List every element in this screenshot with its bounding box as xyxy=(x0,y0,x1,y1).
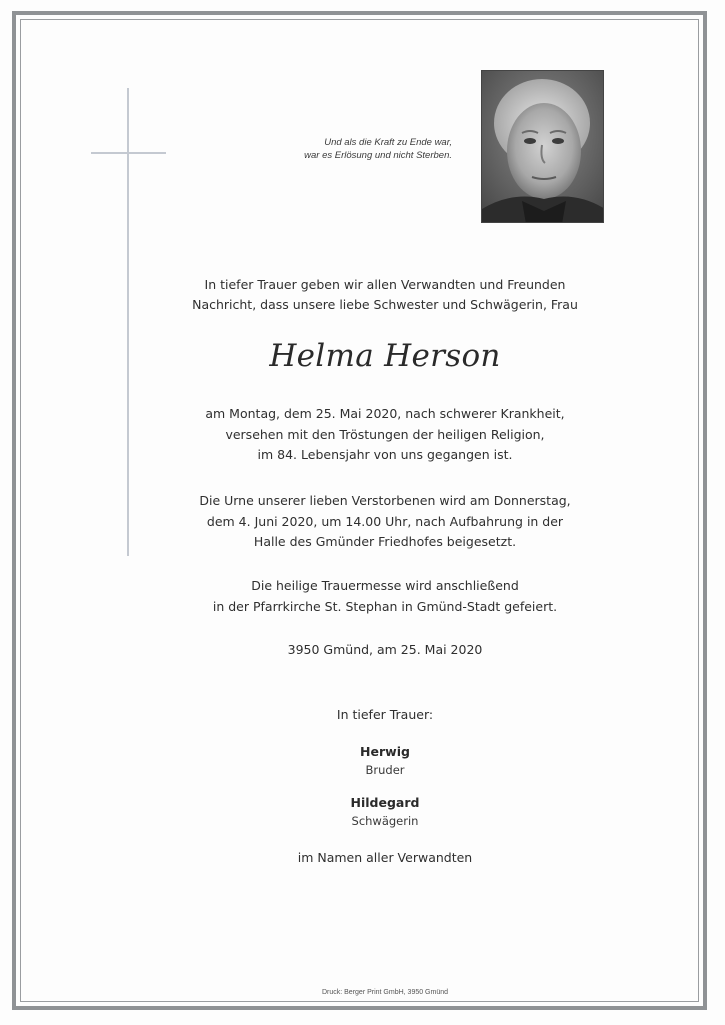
passing-paragraph xyxy=(120,404,650,466)
place-and-date: 3950 Gmünd, am 25. Mai 2020 xyxy=(287,642,483,657)
announcement-intro xyxy=(120,275,650,315)
mass-paragraph xyxy=(120,576,650,617)
relative-role: Bruder xyxy=(365,763,405,777)
relative-name: Herwig xyxy=(360,744,410,759)
mass-line-1: Die heilige Trauermesse wird anschließend xyxy=(251,578,519,593)
memorial-quote xyxy=(260,136,452,162)
burial-line-2: dem 4. Juni 2020, um 14.00 Uhr, nach Aufbahrung in der xyxy=(206,513,564,529)
burial-line-3: Halle des Gmünder Friedhofes beigesetzt. xyxy=(253,534,517,549)
passing-line-3: im 84. Lebensjahr von uns gegangen ist. xyxy=(257,447,513,462)
passing-line-1: am Montag, dem 25. Mai 2020, nach schwerer Krankheit, xyxy=(205,406,565,421)
passing-line-2: versehen mit den Tröstungen der heiligen Religion, xyxy=(225,426,545,442)
cross-icon-bar xyxy=(91,152,166,154)
family-line: im Namen aller Verwandten xyxy=(297,850,473,865)
mourning-header: In tiefer Trauer: xyxy=(336,707,434,722)
mass-line-2: in der Pfarrkirche St. Stephan in Gmünd-Stadt gefeiert. xyxy=(212,598,558,614)
quote-line-2: war es Erlösung und nicht Sterben. xyxy=(304,150,452,161)
burial-paragraph xyxy=(120,491,650,553)
portrait-photo xyxy=(481,70,604,223)
portrait-image xyxy=(482,71,604,223)
intro-line-2: Nachricht, dass unsere liebe Schwester und Schwägerin, Frau xyxy=(192,297,578,312)
relative-name: Hildegard xyxy=(350,795,420,810)
burial-line-1: Die Urne unserer lieben Verstorbenen wird am Donnerstag, xyxy=(199,493,571,508)
deceased-name: Helma Herson xyxy=(269,338,501,374)
cross-icon xyxy=(127,88,129,556)
relative-role: Schwägerin xyxy=(351,814,419,828)
quote-line-1: Und als die Kraft zu Ende war, xyxy=(324,137,452,148)
printer-credit: Druck: Berger Print GmbH, 3950 Gmünd xyxy=(321,989,449,996)
intro-line-1: In tiefer Trauer geben wir allen Verwandten und Freunden xyxy=(204,277,566,292)
